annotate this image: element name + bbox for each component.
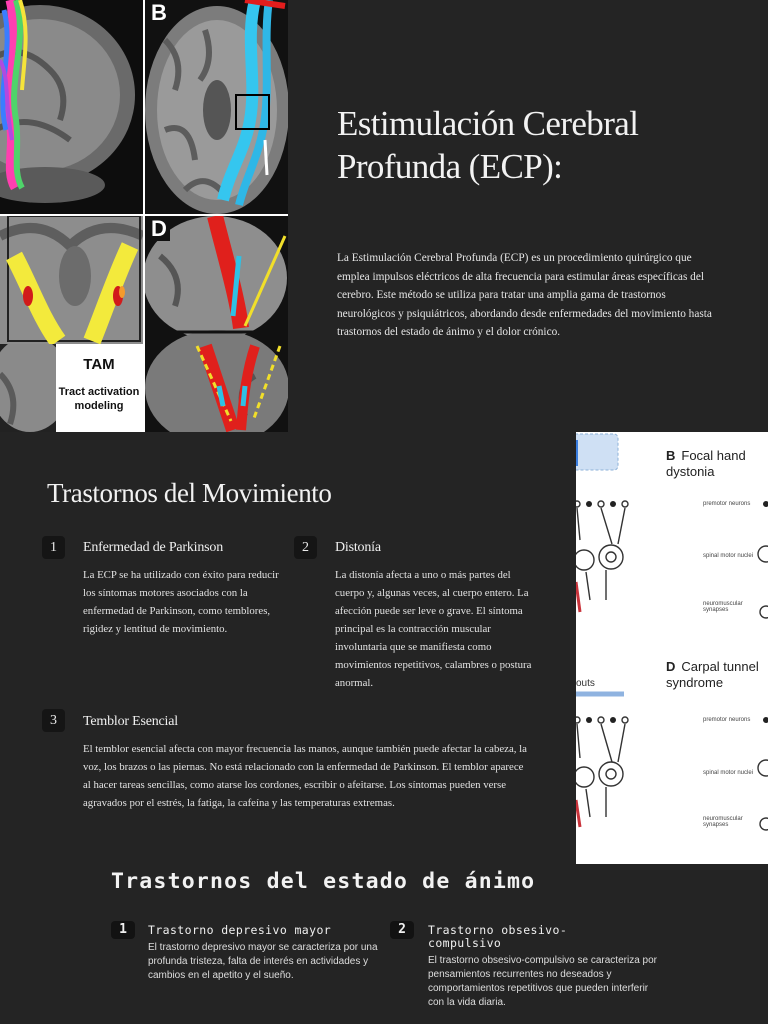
title-line-2: Profunda (ECP): xyxy=(337,147,563,186)
premotor-label: premotor neurons xyxy=(703,717,751,723)
number-badge: 1 xyxy=(111,921,135,939)
number-badge: 2 xyxy=(294,536,317,559)
number-badge: 3 xyxy=(42,709,65,732)
brain-tractography-figure xyxy=(0,0,288,432)
tam-caption xyxy=(56,356,142,413)
mood-section-title: Trastornos del estado de ánimo xyxy=(111,869,536,894)
ocd-title: Trastorno obsesivo- compulsivo xyxy=(428,923,568,950)
depression-text: El trastorno depresivo mayor se caracteriza por una profunda tristeza, falta de interés en actividades y cambios en el apetito y el sueño. xyxy=(148,942,378,981)
number-badge: 1 xyxy=(42,536,65,559)
tam-subtitle: Tract activation modeling xyxy=(58,386,140,412)
depression-title: Trastorno depresivo mayor xyxy=(148,923,332,937)
panel-a-image xyxy=(0,0,143,214)
tam-title: TAM xyxy=(83,356,115,373)
spinal-label: spinal motor nuclei xyxy=(703,553,754,559)
panel-d-letter: D xyxy=(666,659,676,674)
synapses-label: neuromuscular synapses xyxy=(703,816,743,828)
temblor-text: El temblor esencial afecta con mayor frecuencia las manos, aunque también puede afectar la cabeza, la voz, los brazos o las piernas. No está relacionado con la enfermedad de Parkinson. El temblor aparece al hacer tareas sencillas, como atarse los cordones, escribir o afeitarse. Los síntomas pueden verse agravados por el estrés, la fatiga, la cafeína y las temperaturas extremas. xyxy=(83,743,527,809)
parkinson-text: La ECP se ha utilizado con éxito para reducir los síntomas motores asociados con la enfermedad de Parkinson, como temblores, rigidez y lentitud de movimiento. xyxy=(83,569,279,635)
premotor-label: premotor neurons xyxy=(703,501,751,507)
distonia-text: La distonía afecta a uno o más partes del cuerpo y, algunas veces, al cuerpo entero. La afección puede ser leve o grave. El síntoma principal es la contracción muscular involuntaria que se manifiesta como movimientos repetitivos, calambres o postura anormal. xyxy=(335,569,532,689)
panel-d-letter: D xyxy=(148,217,170,241)
carpal-tunnel-heading: D Carpal tunnel syndrome xyxy=(666,659,759,690)
panel-b-letter: B xyxy=(666,448,676,463)
number-badge: 2 xyxy=(390,921,414,939)
page-title xyxy=(337,102,737,188)
temblor-title: Temblor Esencial xyxy=(83,714,178,729)
panel-c-image xyxy=(0,216,143,344)
panel-c-bottom-image xyxy=(0,344,56,432)
outputs-label: outs xyxy=(576,678,595,689)
spinal-label: spinal motor nuclei xyxy=(703,770,754,776)
intro-paragraph: La Estimulación Cerebral Profunda (ECP) es un procedimiento quirúrgico que emplea impulsos eléctricos de alta frecuencia para estimular áreas específicas del cerebro. Este método se utiliza para tratar una amplia gama de trastornos neurológicos y psiquiátricos, abordando desde enfermedades del movimiento hasta trastornos del estado de ánimo y el dolor crónico. xyxy=(337,252,712,339)
movement-section-title: Trastornos del Movimiento xyxy=(47,478,332,508)
panel-d-image xyxy=(145,216,288,432)
title-line-1: Estimulación Cerebral xyxy=(337,104,639,143)
synapses-label: neuromuscular synapses xyxy=(703,601,743,613)
panel-b-letter: B xyxy=(148,1,170,25)
panel-b-image xyxy=(145,0,288,214)
focal-hand-dystonia-heading: B Focal hand dystonia xyxy=(666,448,746,479)
ocd-text: El trastorno obsesivo-compulsivo se caracteriza por pensamientos recurrentes no deseados y comportamientos repetitivos que pueden interferir con la vida diaria. xyxy=(428,955,657,1008)
motor-circuit-figure xyxy=(576,432,768,864)
parkinson-title: Enfermedad de Parkinson xyxy=(83,540,224,555)
distonia-title: Distonía xyxy=(335,540,381,555)
